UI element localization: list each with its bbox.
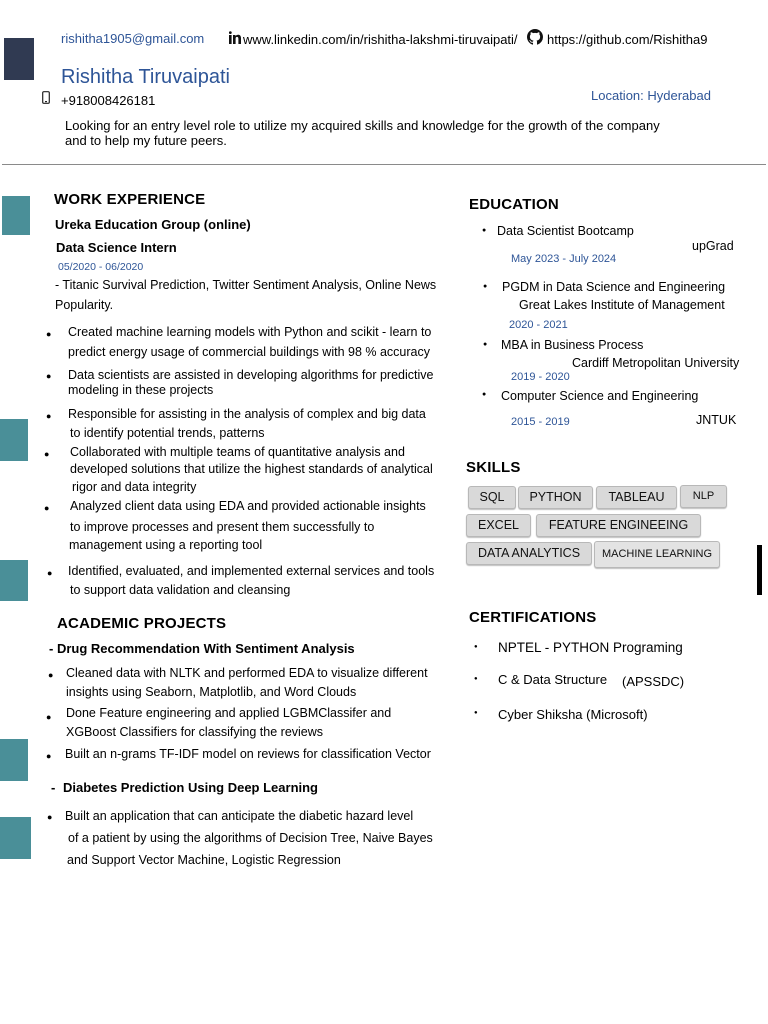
job-dates: 05/2020 - 06/2020 xyxy=(58,261,144,273)
bullet: ● xyxy=(482,227,487,234)
edu-2-institution: Great Lakes Institute of Management xyxy=(519,298,725,312)
skill-nlp: NLP xyxy=(680,485,727,508)
company-name: Ureka Education Group (online) xyxy=(55,217,251,232)
edu-4-institution: JNTUK xyxy=(696,413,737,427)
work-heading: WORK EXPERIENCE xyxy=(54,191,206,208)
bullet: ● xyxy=(474,710,478,716)
cert-2: C & Data Structure xyxy=(498,672,608,687)
work-bullet-5-line-3: management using a reporting tool xyxy=(69,538,263,552)
edu-4-dates: 2015 - 2019 xyxy=(511,416,570,428)
bullet: ● xyxy=(48,670,54,680)
work-bullet-6-line-2: to support data validation and cleansing xyxy=(70,583,291,597)
work-bullet-1-line-2: predict energy usage of commercial buildings with 98 % accuracy xyxy=(68,345,430,359)
work-bullet-5-line-2: to improve processes and present them successfully to xyxy=(70,520,375,534)
work-projects-line-2: Popularity. xyxy=(55,298,114,312)
bullet: ● xyxy=(483,341,488,348)
bullet: ● xyxy=(44,503,50,513)
skills-heading: SKILLS xyxy=(466,459,521,476)
work-bullet-4-line-2: developed solutions that utilize the highest standards of analytical xyxy=(70,462,433,476)
bullet: ● xyxy=(47,812,53,822)
work-bullet-4-line-3: rigor and data integrity xyxy=(72,480,197,494)
certifications-heading: CERTIFICATIONS xyxy=(469,609,597,626)
edu-4-degree: Computer Science and Engineering xyxy=(501,389,699,403)
edu-3-dates: 2019 - 2020 xyxy=(511,371,570,383)
project-2-bullet-1-line-3: and Support Vector Machine, Logistic Regression xyxy=(67,853,341,867)
right-edge-mark xyxy=(757,545,762,595)
project-1-bullet-3-line-1: Built an n-grams TF-IDF model on reviews for classification Vector xyxy=(65,747,431,761)
edu-1-degree: Data Scientist Bootcamp xyxy=(497,224,634,238)
work-bullet-2-line-1: Data scientists are assisted in developing algorithms for predictive xyxy=(68,368,434,382)
project-1-bullet-1-line-2: insights using Seaborn, Matplotlib, and Word Clouds xyxy=(66,685,357,699)
phone-number: +918008426181 xyxy=(61,93,156,108)
bullet: ● xyxy=(46,712,52,722)
section-marker-work xyxy=(2,196,30,235)
work-bullet-3-line-1: Responsible for assisting in the analysis of complex and big data xyxy=(68,407,426,421)
bullet: ● xyxy=(482,391,487,398)
project-1-bullet-1-line-1: Cleaned data with NLTK and performed EDA to visualize different xyxy=(66,666,428,680)
bullet: ● xyxy=(474,676,478,682)
edu-2-dates: 2020 - 2021 xyxy=(509,319,568,331)
work-bullet-6-line-1: Identified, evaluated, and implemented external services and tools xyxy=(68,564,435,578)
cert-3: Cyber Shiksha (Microsoft) xyxy=(498,707,648,722)
bullet: ● xyxy=(46,751,52,761)
skill-feature-engineering: FEATURE ENGINEEING xyxy=(536,514,701,537)
project-1-bullet-2-line-2: XGBoost Classifiers for classifying the reviews xyxy=(66,725,324,739)
job-role: Data Science Intern xyxy=(56,240,177,255)
linkedin-icon xyxy=(229,31,241,45)
bullet: ● xyxy=(46,371,52,381)
skill-python: PYTHON xyxy=(518,486,593,509)
objective-line-1: Looking for an entry level role to utilize my acquired skills and knowledge for the growth of the company xyxy=(65,118,660,133)
skill-sql: SQL xyxy=(468,486,516,509)
header-color-block xyxy=(4,38,34,80)
project-1-bullet-2-line-1: Done Feature engineering and applied LGBMClassifer and xyxy=(66,706,392,720)
bullet: ● xyxy=(474,644,478,650)
skill-data-analytics: DATA ANALYTICS xyxy=(466,542,592,565)
header-divider xyxy=(2,164,766,165)
section-marker-2 xyxy=(0,419,28,461)
project-2-dash: - xyxy=(51,780,56,795)
bullet: ● xyxy=(46,411,52,421)
bullet: ● xyxy=(46,329,52,339)
skill-tableau: TABLEAU xyxy=(596,486,677,509)
work-bullet-4-line-1: Collaborated with multiple teams of quantitative analysis and xyxy=(70,445,405,459)
education-heading: EDUCATION xyxy=(469,196,559,213)
bullet: ● xyxy=(483,283,488,290)
skill-machine-learning: MACHINE LEARNING xyxy=(594,541,720,568)
location: Location: Hyderabad xyxy=(591,88,711,103)
candidate-name: Rishitha Tiruvaipati xyxy=(61,66,230,88)
projects-heading: ACADEMIC PROJECTS xyxy=(57,615,227,632)
edu-1-institution: upGrad xyxy=(692,239,734,253)
edu-3-degree: MBA in Business Process xyxy=(501,338,644,352)
github-icon xyxy=(527,29,543,45)
cert-2-note: (APSSDC) xyxy=(622,674,685,689)
project-2-bullet-1-line-2: of a patient by using the algorithms of Decision Tree, Naive Bayes xyxy=(68,831,433,845)
work-projects-line-1: - Titanic Survival Prediction, Twitter Sentiment Analysis, Online News xyxy=(55,278,437,292)
section-marker-5 xyxy=(0,817,31,859)
work-bullet-3-line-2: to identify potential trends, patterns xyxy=(70,426,265,440)
email-link[interactable]: rishitha1905@gmail.com xyxy=(61,31,205,46)
edu-2-degree: PGDM in Data Science and Engineering xyxy=(502,280,726,294)
section-marker-4 xyxy=(0,739,28,781)
work-bullet-1-line-1: Created machine learning models with Python and scikit - learn to xyxy=(68,325,432,339)
github-link[interactable]: https://github.com/Rishitha9 xyxy=(547,32,708,47)
objective-line-2: and to help my future peers. xyxy=(65,133,227,148)
bullet: ● xyxy=(44,449,50,459)
project-2-title: Diabetes Prediction Using Deep Learning xyxy=(63,780,318,795)
work-bullet-5-line-1: Analyzed client data using EDA and provided actionable insights xyxy=(70,499,426,513)
cert-1: NPTEL - PYTHON Programing xyxy=(498,640,683,655)
project-2-bullet-1-line-1: Built an application that can anticipate the diabetic hazard level xyxy=(65,809,414,823)
linkedin-link[interactable]: www.linkedin.com/in/rishitha-lakshmi-tiruvaipati/ xyxy=(243,32,518,47)
skill-excel: EXCEL xyxy=(466,514,531,537)
phone-icon xyxy=(42,91,50,104)
section-marker-3 xyxy=(0,560,28,601)
edu-3-institution: Cardiff Metropolitan University xyxy=(572,356,740,370)
work-bullet-2-line-2: modeling in these projects xyxy=(68,383,214,397)
edu-1-dates: May 2023 - July 2024 xyxy=(511,253,617,265)
bullet: ● xyxy=(47,568,53,578)
project-1-title: - Drug Recommendation With Sentiment Analysis xyxy=(49,641,355,656)
